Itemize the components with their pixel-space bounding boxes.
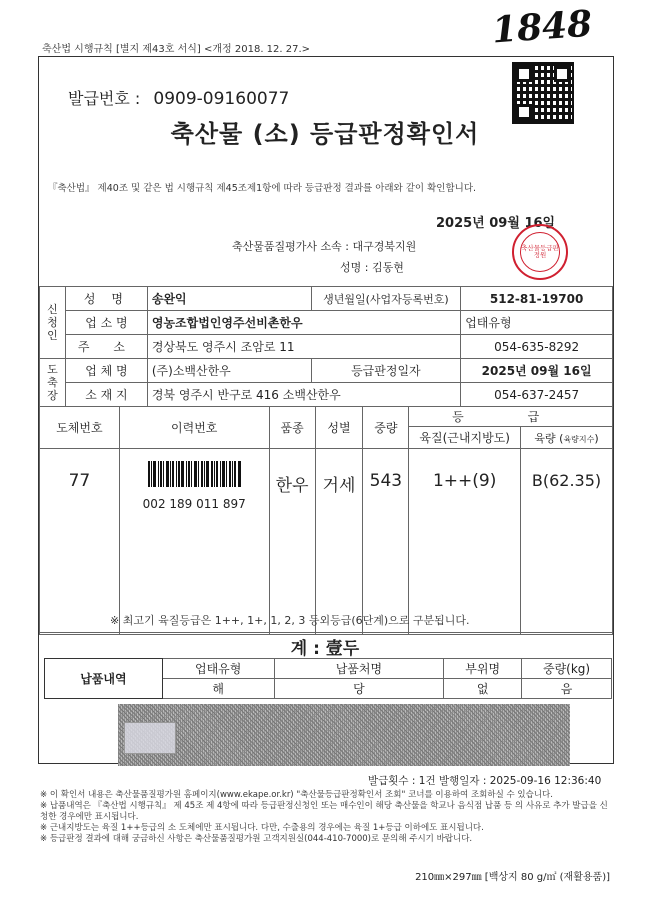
official-seal xyxy=(512,224,568,280)
delivery-table xyxy=(44,658,612,699)
legal-reference: 축산법 시행규칙 [별지 제43호 서식] <개정 2018. 12. 27.> xyxy=(42,44,311,55)
document-title: 축산물 (소) 등급판정확인서 xyxy=(170,120,480,148)
applicant-name-row xyxy=(40,287,613,311)
slaughter-address-row xyxy=(40,383,613,407)
intro-text: 『축산법』 제40조 및 같은 법 시행규칙 제45조제1항에 따라 등급판정 결과를 아래와 같이 확인합니다. xyxy=(48,183,477,194)
name-label: 성 명 xyxy=(65,287,147,311)
handwritten-number: 1848 xyxy=(490,2,594,52)
biztype-label: 업태유형 xyxy=(465,316,512,330)
quality-grade: 1++(9) xyxy=(409,449,521,635)
delivery-header-part: 부위명 xyxy=(444,659,522,679)
issue-number xyxy=(68,86,289,109)
weight-value: 543 xyxy=(363,449,409,635)
issue-value: 0909-09160077 xyxy=(153,89,290,109)
slaughter-section-label: 도축장 xyxy=(40,359,66,407)
delivery-header-weight: 중량(kg) xyxy=(522,659,612,679)
barcode xyxy=(135,461,253,487)
info-table xyxy=(39,286,613,407)
judge-date-label: 등급판정일자 xyxy=(311,359,461,383)
grade-header: 등 급 xyxy=(409,407,613,427)
footer-note-1: ※ 이 확인서 내용은 축산물품질평가원 홈페이지(www.ekape.or.kr) "축산물등급판정확인서 조회" 코너를 이용하여 조회하실 수 있습니다. xyxy=(40,790,553,800)
applicant-company-row xyxy=(40,311,613,335)
original-watermark xyxy=(124,722,176,754)
carcass-no: 77 xyxy=(40,449,120,635)
slaughter-name-label: 업 체 명 xyxy=(65,359,147,383)
company-name: 영농조합법인영주선비촌한우 xyxy=(147,311,460,335)
footer-notes xyxy=(40,790,610,845)
applicant-phone: 054-635-8292 xyxy=(461,335,613,359)
address-label: 주 소 xyxy=(65,335,147,359)
delivery-header-client: 납품처명 xyxy=(274,659,444,679)
paper-spec: 210㎜×297㎜ [백상지 80 g/㎡ (재활용품)] xyxy=(415,872,610,883)
yield-grade: B(62.35) xyxy=(521,449,613,635)
judge-name: 성명 : 김동현 xyxy=(340,261,404,274)
company-label: 업 소 명 xyxy=(65,311,147,335)
slaughter-name: (주)소백산한우 xyxy=(147,359,311,383)
issue-date: 2025년 09월 16일 xyxy=(436,216,556,231)
carcass-no-header: 도체번호 xyxy=(40,407,120,449)
weight-header: 중량 xyxy=(363,407,409,449)
empty-3: 없 xyxy=(444,679,522,699)
footer-note-4: ※ 등급판정 결과에 대해 궁금하신 사항은 축산물품질평가원 고객지원실(044-410-7000)로 문의해 주시기 바랍니다. xyxy=(40,834,473,845)
footer-note-3: ※ 근내지방도는 육질 1++등급의 소 도체에만 표시됩니다. 다만, 수출용의 경우에는 육질 1+등급 이하에도 표시됩니다. xyxy=(40,823,484,834)
applicant-address: 경상북도 영주시 조암로 11 xyxy=(147,335,460,359)
total-count: 계 : 壹두 xyxy=(290,639,360,659)
sex-header: 성별 xyxy=(315,407,363,449)
slaughter-name-row xyxy=(40,359,613,383)
footer-note-2: ※ 납품내역은 『축산법 시행규칙』 제 45조 제 4항에 따라 등급판정신청인 또는 매수인이 해당 축산물을 학교나 음식점 납품 등 의 사유로 추가 발급을 신청한 경우에만 표시됩니다. xyxy=(40,801,608,823)
applicant-address-row xyxy=(40,335,613,359)
yield-header-cell: 육량 (육량지수) xyxy=(521,427,613,449)
breed-header: 품종 xyxy=(269,407,315,449)
slaughter-address-label: 소 재 지 xyxy=(65,383,147,407)
empty-2: 당 xyxy=(274,679,444,699)
delivery-header-biztype: 업태유형 xyxy=(162,659,274,679)
breed-value: 한우 xyxy=(269,449,315,635)
seal-text: 축산물등급판정원 xyxy=(520,232,560,272)
slaughter-phone: 054-637-2457 xyxy=(461,383,613,407)
applicant-name: 송완익 xyxy=(147,287,311,311)
trace-no-header: 이력번호 xyxy=(119,407,269,449)
judge-date: 2025년 09월 16일 xyxy=(461,359,613,383)
delivery-label: 납품내역 xyxy=(45,659,163,699)
issue-label: 발급번호 : xyxy=(68,89,141,108)
trace-number: 002 189 011 897 xyxy=(142,497,246,511)
grade-table xyxy=(39,406,613,635)
grade-header-row xyxy=(40,407,613,427)
quality-header: 육질(근내지방도) xyxy=(409,427,521,449)
trace-cell xyxy=(119,449,269,635)
empty-4: 음 xyxy=(522,679,612,699)
slaughter-address: 경북 영주시 반구로 416 소백산한우 xyxy=(147,383,460,407)
judge-organization: 축산물품질평가사 소속 : 대구경북지원 xyxy=(232,240,417,253)
birth-value: 512-81-19700 xyxy=(461,287,613,311)
yield-index-header: 육량지수 xyxy=(563,434,595,444)
applicant-section-label: 신청인 xyxy=(40,287,66,359)
security-pattern xyxy=(118,704,570,766)
grade-data-row xyxy=(40,449,613,635)
empty-1: 해 xyxy=(162,679,274,699)
sex-value: 거세 xyxy=(315,449,363,635)
biztype-cell xyxy=(461,311,613,335)
grade-note: ※ 최고기 육질등급은 1++, 1+, 1, 2, 3 등외등급(6단계)으로 구분됩니다. xyxy=(110,614,470,627)
delivery-header-row xyxy=(45,659,612,679)
yield-header: 육량 xyxy=(534,431,556,445)
issue-info: 발급횟수 : 1건 발행일자 : 2025-09-16 12:36:40 xyxy=(368,775,602,787)
birth-label: 생년월일(사업자등록번호) xyxy=(311,287,461,311)
